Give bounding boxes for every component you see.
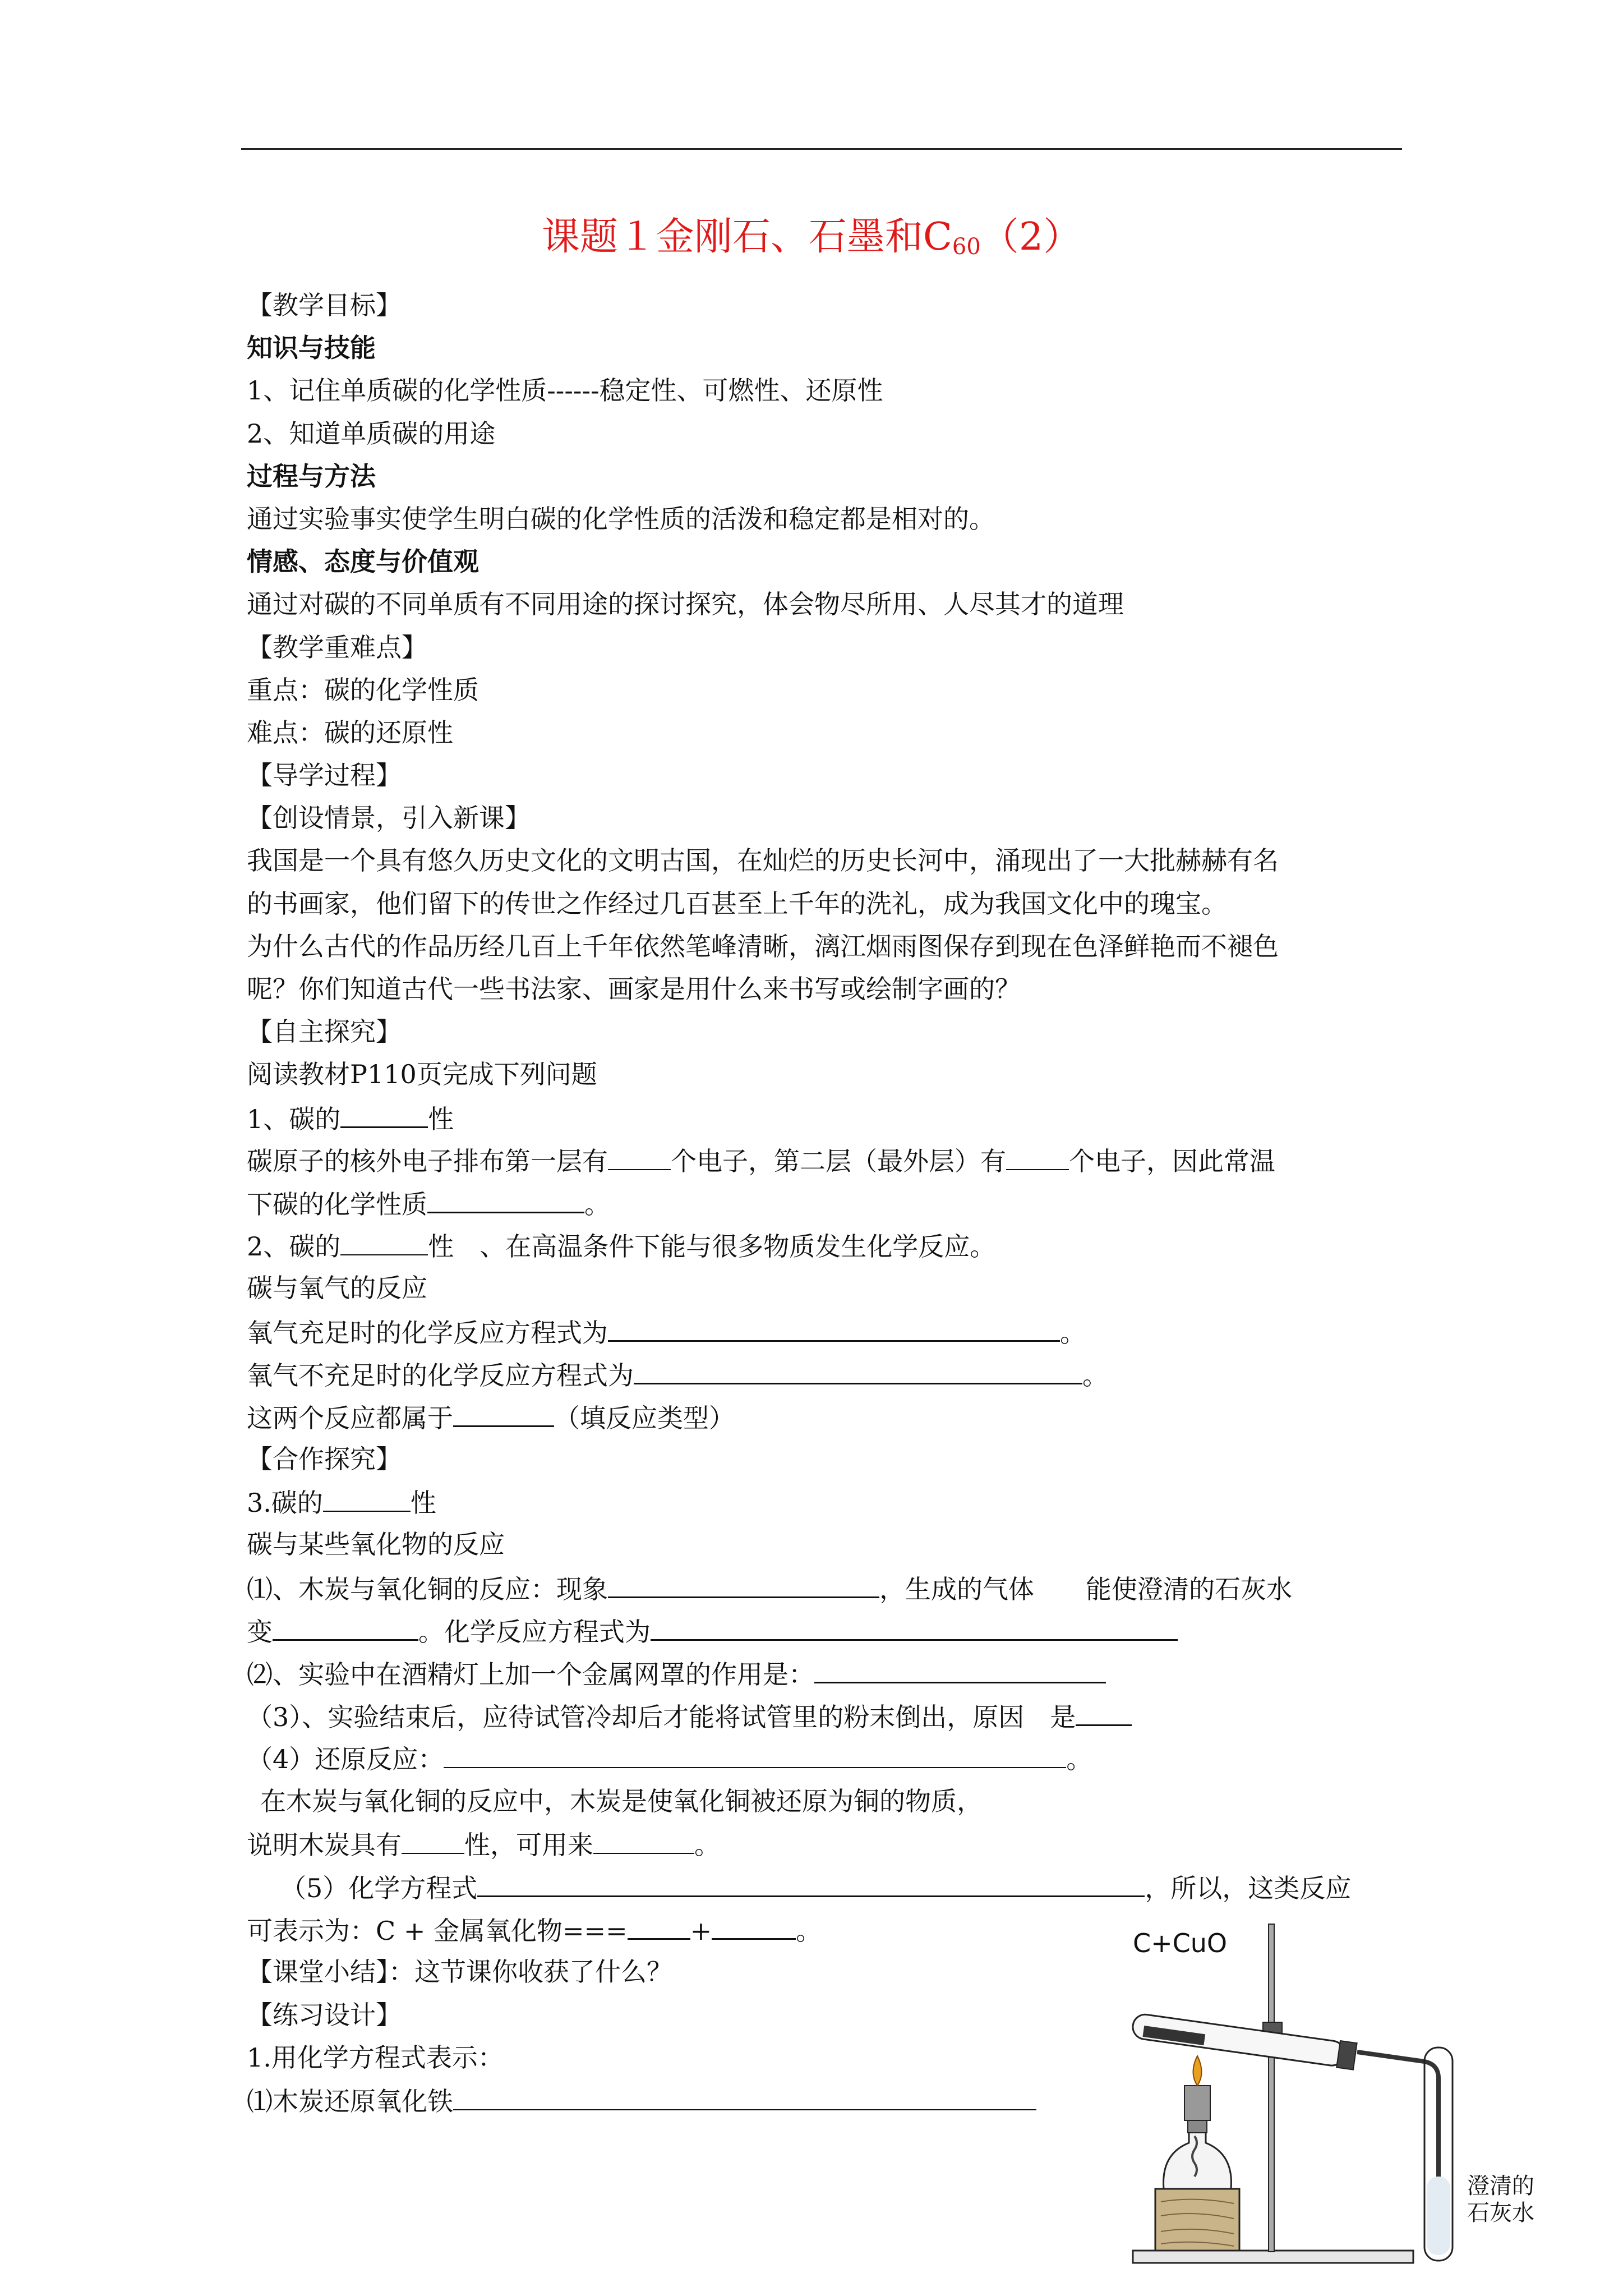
text-span: ⑵、实验中在酒精灯上加一个金属网罩的作用是：	[247, 1659, 814, 1690]
text-span: 3.碳的	[247, 1488, 323, 1519]
fill-blank[interactable]	[593, 1823, 694, 1854]
fill-blank[interactable]	[1076, 1694, 1132, 1726]
fill-blank[interactable]	[273, 1609, 418, 1641]
text-span: 可表示为：C + 金属氧化物===	[247, 1916, 628, 1947]
text-span: ⑴、木炭与氧化铜的反应：现象	[247, 1573, 608, 1604]
fill-blank[interactable]	[477, 1865, 1145, 1897]
fill-blank[interactable]	[340, 1096, 428, 1128]
delivery-tube	[1357, 2052, 1438, 2221]
experiment-apparatus-figure	[1110, 1907, 1548, 2272]
section-heading: 【课堂小结】：这节课你收获了什么？	[247, 1957, 672, 1987]
stand-base	[1133, 2251, 1413, 2263]
text-line: 通过实验事实使学生明白碳的化学性质的活泼和稳定都是相对的。	[247, 503, 995, 534]
subheading: 知识与技能	[247, 333, 376, 364]
title-main: 课题１金刚石、石墨和C	[541, 215, 952, 259]
section-heading: 【教学重难点】	[247, 632, 427, 662]
question-line	[247, 1694, 1419, 1737]
fill-blank[interactable]	[453, 1395, 554, 1427]
figure-label-reactants: C+CuO	[1133, 1928, 1228, 1958]
text-span: 个电子，第二层（最外层）有	[671, 1145, 1006, 1176]
text-span: 碳原子的核外电子排布第一层有	[247, 1145, 608, 1176]
fill-blank[interactable]	[608, 1310, 1060, 1342]
fill-blank[interactable]	[608, 1566, 879, 1598]
fill-blank[interactable]	[453, 2079, 1036, 2110]
section-heading: 【练习设计】	[247, 1999, 402, 2030]
question-line	[247, 1224, 1419, 1267]
text-span: 变	[247, 1616, 273, 1647]
fill-blank[interactable]	[323, 1480, 411, 1512]
section-heading: 【导学过程】	[247, 760, 402, 791]
text-span: 氧气不充足时的化学反应方程式为	[247, 1360, 634, 1391]
text-span: 这两个反应都属于	[247, 1402, 453, 1433]
fill-blank[interactable]	[814, 1651, 1106, 1683]
text-span: 氧气充足时的化学反应方程式为	[247, 1317, 608, 1348]
text-span: 。	[584, 1189, 610, 1220]
question-line	[247, 1480, 1419, 1523]
text-span: 1、碳的	[247, 1103, 341, 1134]
fill-blank[interactable]	[712, 1908, 796, 1940]
text-span: 。	[1060, 1317, 1086, 1348]
text-span: 。化学反应方程式为	[418, 1616, 651, 1647]
text-line: 通过对碳的不同单质有不同用途的探讨探究，体会物尽所用、人尽其才的道理	[247, 589, 1124, 620]
question-line	[247, 1566, 1419, 1609]
fill-blank[interactable]	[340, 1224, 428, 1255]
fill-blank[interactable]	[444, 1737, 1066, 1768]
text-line: 在木炭与氧化铜的反应中，木炭是使氧化铜被还原为铜的物质，	[260, 1786, 983, 1816]
stand-pole	[1269, 1924, 1274, 2252]
text-span: （4）还原反应：	[247, 1744, 444, 1775]
question-line	[247, 1823, 1419, 1865]
question-line	[247, 1139, 1419, 1181]
question-line	[247, 1181, 1419, 1224]
text-span: 性 、在高温条件下能与很多物质发生化学反应。	[428, 1231, 996, 1262]
figure-label-limewater-2: 石灰水	[1467, 2200, 1534, 2226]
text-span: 。	[694, 1829, 720, 1860]
question-line	[247, 1865, 1419, 1908]
text-span: ⑴木炭还原氧化铁	[247, 2086, 453, 2116]
text-span: 个电子，因此常温	[1069, 1145, 1275, 1176]
text-span: 性	[428, 1103, 454, 1134]
text-span: 下碳的化学性质	[247, 1189, 427, 1220]
lime-water	[1427, 2177, 1450, 2255]
fill-blank[interactable]	[634, 1352, 1082, 1384]
text-line: 呢？你们知道古代一些书法家、画家是用什么来书写或绘制字画的？	[247, 974, 1021, 1004]
section-heading: 【教学目标】	[247, 290, 402, 320]
document-body	[247, 284, 1419, 2122]
question-line	[247, 1096, 1419, 1139]
text-line: 阅读教材P110页完成下列问题	[247, 1059, 597, 1090]
figure-label-limewater-1: 澄清的	[1467, 2173, 1534, 2199]
text-line: 碳与氧气的反应	[247, 1273, 427, 1304]
header-rule	[241, 148, 1402, 150]
fill-blank[interactable]	[651, 1609, 1178, 1641]
text-line: 难点：碳的还原性	[247, 717, 453, 748]
text-line: 重点：碳的化学性质	[247, 674, 479, 705]
text-span: ，生成的气体 能使澄清的石灰水	[879, 1573, 1292, 1604]
test-tube	[1131, 2012, 1357, 2069]
text-line: 1、记住单质碳的化学性质------稳定性、可燃性、还原性	[247, 375, 883, 406]
section-heading: 【创设情景，引入新课】	[247, 803, 531, 834]
text-line: 为什么古代的作品历经几百上千年依然笔峰清晰，漓江烟雨图保存到现在色泽鲜艳而不褪色	[247, 931, 1279, 961]
text-line: 我国是一个具有悠久历史文化的文明古国，在灿烂的历史长河中，涌现出了一大批赫赫有名	[247, 845, 1279, 876]
text-line: 2、知道单质碳的用途	[247, 418, 496, 449]
text-span: （填反应类型）	[554, 1402, 735, 1433]
fill-blank[interactable]	[608, 1139, 671, 1170]
text-span: 性，可用来	[464, 1829, 593, 1860]
question-line	[247, 1310, 1419, 1352]
metal-mesh-cover	[1184, 2086, 1210, 2120]
section-heading: 【合作探究】	[247, 1444, 402, 1475]
fill-blank[interactable]	[427, 1181, 584, 1213]
text-span: 说明木炭具有	[247, 1829, 402, 1860]
page-title	[0, 212, 1623, 272]
question-line	[247, 1737, 1419, 1779]
text-span: 。	[1082, 1360, 1108, 1391]
text-span: ，所以，这类反应	[1145, 1872, 1352, 1903]
text-span: 。	[796, 1916, 822, 1947]
fill-blank[interactable]	[628, 1908, 690, 1940]
text-span: （5）化学方程式	[280, 1872, 478, 1903]
section-heading: 【自主探究】	[247, 1016, 402, 1047]
text-line: 碳与某些氧化物的反应	[247, 1529, 505, 1560]
text-span: 。	[1066, 1744, 1092, 1775]
wood-block	[1155, 2189, 1239, 2251]
flame	[1193, 2056, 1202, 2086]
text-span: +	[690, 1916, 712, 1947]
question-line	[247, 1609, 1419, 1651]
question-line	[247, 1395, 1419, 1438]
subheading: 情感、态度与价值观	[247, 546, 479, 577]
text-span: 性	[410, 1488, 436, 1519]
subheading: 过程与方法	[247, 461, 376, 491]
title-suffix: （2）	[980, 215, 1082, 259]
question-line	[247, 1352, 1419, 1395]
question-line	[247, 1651, 1419, 1694]
text-span: 2、碳的	[247, 1231, 341, 1262]
text-line: 的书画家，他们留下的传世之作经过几百甚至上千年的洗礼，成为我国文化中的瑰宝。	[247, 888, 1227, 919]
text-line: 1.用化学方程式表示：	[247, 2042, 504, 2073]
lamp-neck	[1188, 2119, 1207, 2133]
fill-blank[interactable]	[1006, 1139, 1069, 1170]
fill-blank[interactable]	[402, 1823, 464, 1854]
text-span: （3）、实验结束后，应待试管冷却后才能将试管里的粉末倒出，原因 是	[247, 1702, 1076, 1733]
title-subscript: 60	[952, 234, 981, 260]
